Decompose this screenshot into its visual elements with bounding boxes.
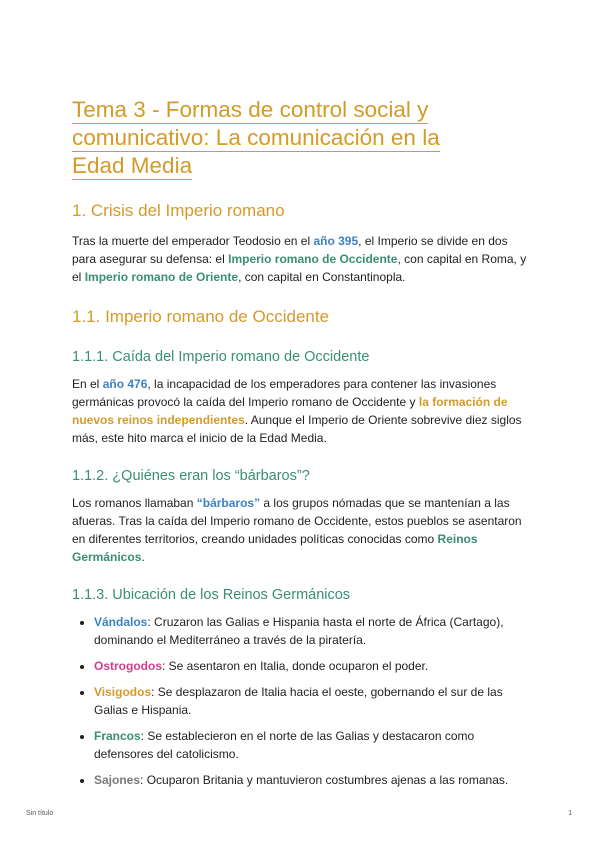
text-run: , el Imperio se divide en dos para asegurar su defensa: el (72, 234, 508, 266)
reino-name: Ostrogodos (94, 659, 162, 673)
text-run: , con capital en Roma, y el (72, 252, 527, 284)
title-line-2: comunicativo: La comunicación en la (72, 125, 440, 150)
section-1-1-1-paragraph (72, 375, 532, 447)
section-1-1-3-heading: 1.1.3. Ubicación de los Reinos Germánicos (72, 587, 351, 603)
list-item (94, 771, 532, 789)
list-item (94, 613, 532, 649)
section-1-1-heading: 1.1. Imperio romano de Occidente (72, 307, 330, 326)
section-1-1-1-heading: 1.1.1. Caída del Imperio romano de Occidente (72, 349, 370, 365)
highlight-barbaros: “bárbaros” (196, 496, 261, 510)
list-item (94, 727, 532, 763)
text-run: , con capital en Constantinopla. (238, 270, 406, 284)
text-run: a los grupos nómadas que se mantenían a las afueras. Tras la caída del Imperio romano de Occidente, estos pueblos se asentaron en diferentes territorios, creando unidades políticas conocidas como (72, 496, 522, 546)
document-page (72, 96, 532, 797)
footer-doc-title: Sin título (26, 810, 54, 817)
reino-description: : Se establecieron en el norte de las Galias y destacaron como defensores del catolicismo. (94, 729, 475, 761)
page-number: 1 (568, 810, 572, 817)
reino-description: : Se desplazaron de Italia hacia el oeste, gobernando el sur de las Galias e Hispania. (94, 685, 503, 717)
reino-description: : Cruzaron las Galias e Hispania hasta el norte de África (Cartago), dominando el Mediterráneo a través de la piratería. (94, 615, 504, 647)
highlight-nuevos-reinos: la formación de nuevos reinos independientes (72, 395, 508, 427)
list-item (94, 657, 532, 675)
highlight-occidente: Imperio romano de Occidente (228, 252, 398, 266)
text-run: . (141, 550, 145, 564)
list-item (94, 683, 532, 719)
section-1-1-2-heading: 1.1.2. ¿Quiénes eran los “bárbaros”? (72, 468, 310, 484)
reino-name: Francos (94, 729, 141, 743)
highlight-year-476: año 476 (102, 377, 148, 391)
title-line-3: Edad Media (72, 153, 193, 178)
section-1-1-2-paragraph (72, 494, 532, 566)
highlight-oriente: Imperio romano de Oriente (84, 270, 239, 284)
text-run: Los romanos llamaban (72, 496, 197, 510)
reino-name: Sajones (94, 773, 141, 787)
text-run: , la incapacidad de los emperadores para contener las invasiones germánicas provocó la caída del Imperio romano de Occidente y (72, 377, 497, 409)
title-line-1: Tema 3 - Formas de control social y (72, 97, 429, 122)
text-run: Tras la muerte del emperador Teodosio en el (72, 234, 314, 248)
text-run: . Aunque el Imperio de Oriente sobrevive diez siglos más, este hito marca el inicio de la Edad Media. (72, 413, 522, 445)
highlight-reinos-germanicos: Reinos Germánicos (72, 532, 478, 564)
reinos-list (72, 613, 532, 789)
reino-description: : Ocuparon Britania y mantuvieron costumbres ajenas a las romanas. (140, 773, 509, 787)
reino-description: : Se asentaron en Italia, donde ocuparon el poder. (162, 659, 429, 673)
document-title (72, 96, 532, 180)
text-run: En el (72, 377, 103, 391)
section-1-paragraph (72, 232, 532, 286)
highlight-year-395: año 395 (313, 234, 359, 248)
section-1-heading: 1. Crisis del Imperio romano (72, 201, 285, 220)
reino-name: Visigodos (94, 685, 152, 699)
reino-name: Vándalos (94, 615, 148, 629)
